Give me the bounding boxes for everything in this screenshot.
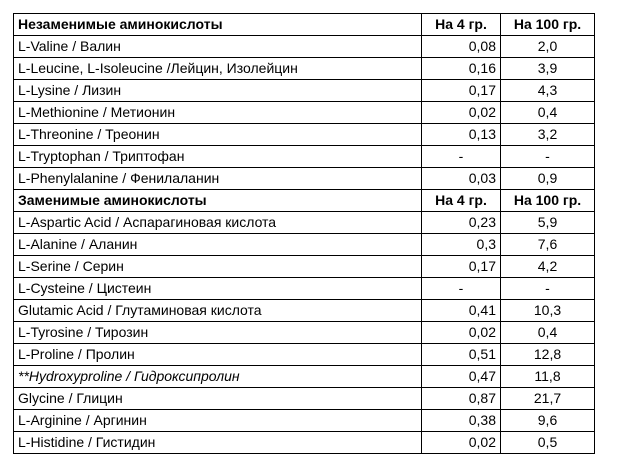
per-4g: 0,13 [422,124,501,146]
table-row [14,388,595,410]
per-100g: 9,6 [501,410,595,432]
per-4g: 0,87 [422,388,501,410]
per-100g: 0,4 [501,102,595,124]
essential-title: Незаменимые аминокислоты [14,14,422,36]
nonessential-title: Заменимые аминокислоты [14,190,422,212]
per-100g: - [501,146,595,168]
per-4g: 0,03 [422,168,501,190]
per-4g: 0,47 [422,366,501,388]
table-row [14,234,595,256]
table-row [14,300,595,322]
amino-name: L-Proline / Пролин [14,344,422,366]
table-row [14,410,595,432]
per-4g: - [422,146,501,168]
amino-acid-table [13,13,595,454]
per-4g: 0,41 [422,300,501,322]
per-100g: 0,9 [501,168,595,190]
per-100g: 3,2 [501,124,595,146]
per-100g: 5,9 [501,212,595,234]
amino-name: L-Methionine / Метионин [14,102,422,124]
amino-name: L-Aspartic Acid / Аспарагиновая кислота [14,212,422,234]
per-4g: 0,08 [422,36,501,58]
amino-name: L-Arginine / Аргинин [14,410,422,432]
table-row [14,278,595,300]
per-100g: 0,4 [501,322,595,344]
amino-name: L-Cysteine / Цистеин [14,278,422,300]
table-row [14,58,595,80]
col-100g-header: На 100 гр. [501,190,595,212]
per-100g: - [501,278,595,300]
amino-name: L-Histidine / Гистидин [14,432,422,454]
amino-name: L-Lysine / Лизин [14,80,422,102]
per-4g: 0,51 [422,344,501,366]
table-row [14,256,595,278]
amino-name: L-Tryptophan / Триптофан [14,146,422,168]
amino-name: L-Alanine / Аланин [14,234,422,256]
table-row [14,124,595,146]
table-row [14,344,595,366]
amino-name: L-Valine / Валин [14,36,422,58]
per-4g: 0,38 [422,410,501,432]
table-row [14,146,595,168]
per-100g: 10,3 [501,300,595,322]
per-4g: 0,02 [422,322,501,344]
table-row [14,36,595,58]
per-100g: 3,9 [501,58,595,80]
per-100g: 21,7 [501,388,595,410]
per-4g: 0,17 [422,256,501,278]
amino-name: Glycine / Глицин [14,388,422,410]
col-4g-header: На 4 гр. [422,190,501,212]
essential-header-row [14,14,595,36]
per-100g: 7,6 [501,234,595,256]
per-100g: 12,8 [501,344,595,366]
per-4g: 0,02 [422,432,501,454]
nonessential-header-row [14,190,595,212]
per-100g: 4,2 [501,256,595,278]
per-4g: 0,23 [422,212,501,234]
per-100g: 2,0 [501,36,595,58]
amino-name: Glutamic Acid / Глутаминовая кислота [14,300,422,322]
per-4g: - [422,278,501,300]
table-row [14,102,595,124]
amino-name: L-Leucine, L-Isoleucine /Лейцин, Изолейцин [14,58,422,80]
per-4g: 0,02 [422,102,501,124]
col-100g-header: На 100 гр. [501,14,595,36]
per-4g: 0,17 [422,80,501,102]
per-4g: 0,16 [422,58,501,80]
table-row [14,322,595,344]
table-row [14,212,595,234]
amino-name: L-Serine / Серин [14,256,422,278]
amino-name: L-Phenylalanine / Фенилаланин [14,168,422,190]
table-row [14,168,595,190]
per-100g: 4,3 [501,80,595,102]
table-row [14,366,595,388]
per-100g: 11,8 [501,366,595,388]
amino-name: **Hydroxyproline / Гидроксипролин [14,366,422,388]
amino-name: L-Tyrosine / Тирозин [14,322,422,344]
table-row [14,432,595,454]
per-100g: 0,5 [501,432,595,454]
col-4g-header: На 4 гр. [422,14,501,36]
table-row [14,80,595,102]
amino-name: L-Threonine / Треонин [14,124,422,146]
per-4g: 0,3 [422,234,501,256]
